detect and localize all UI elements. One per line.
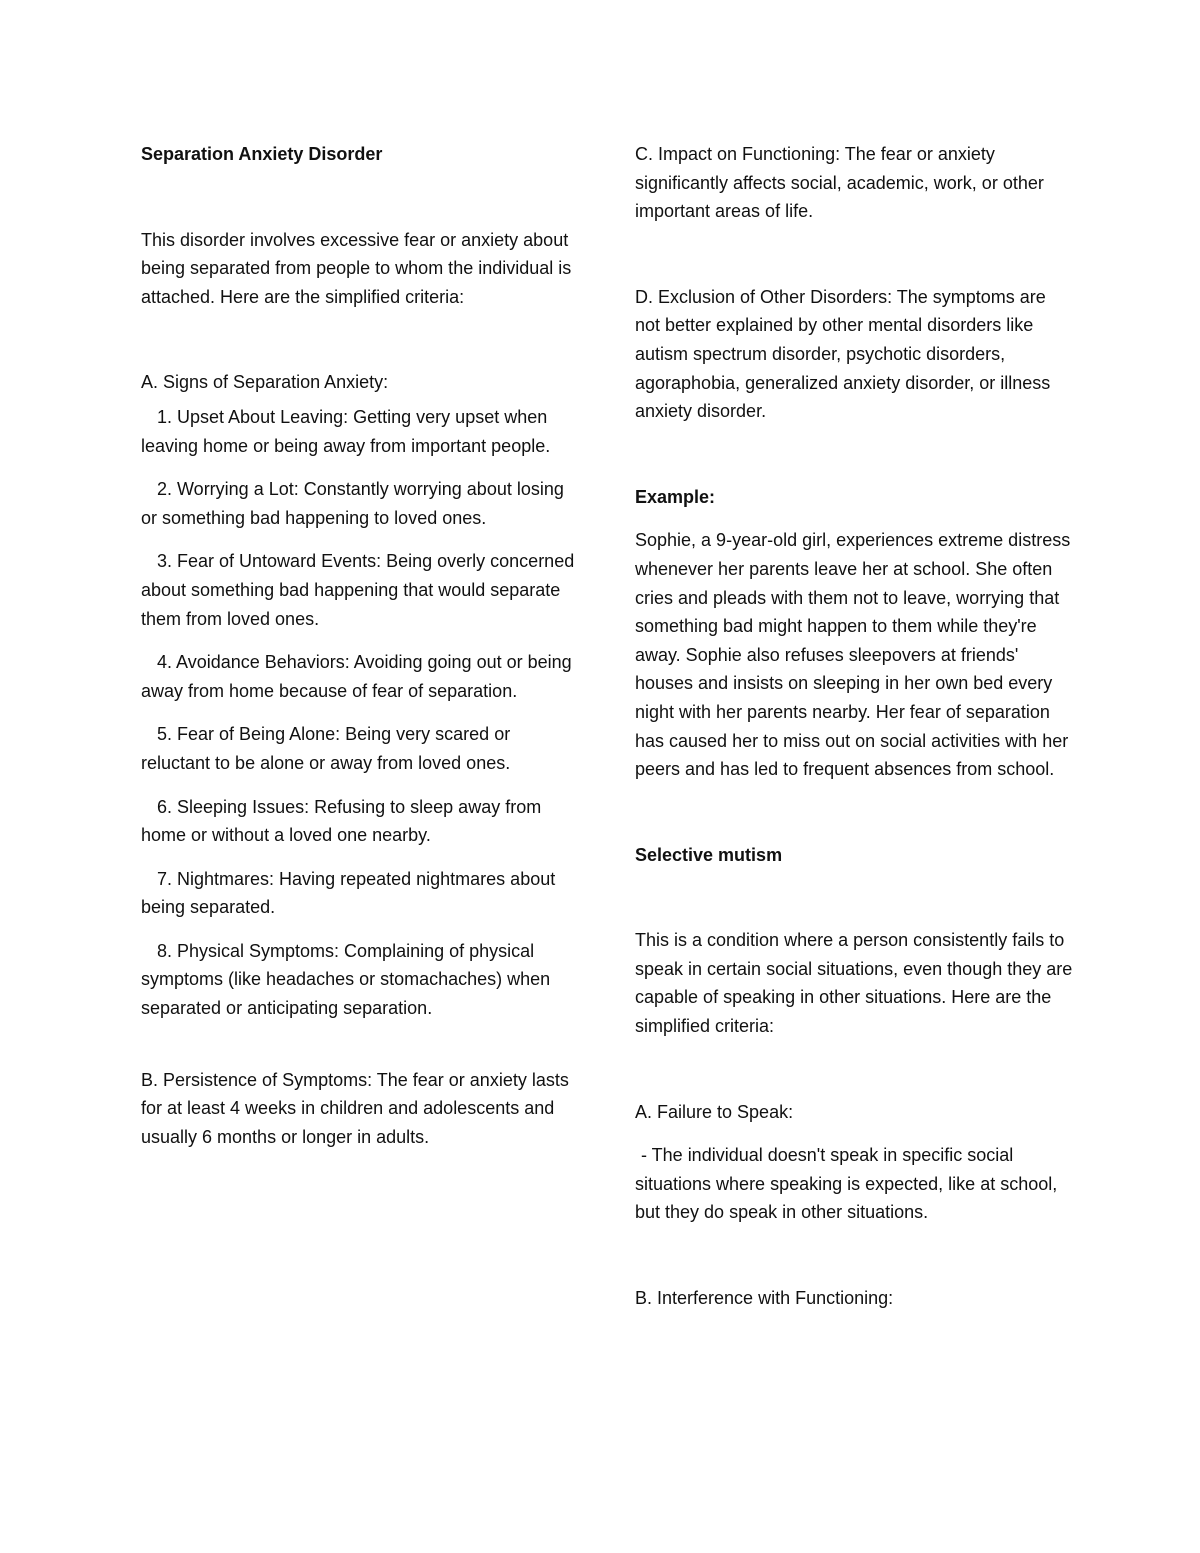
- list-item: 3. Fear of Untoward Events: Being overly concerned about something bad happening that would separate them from loved ones.: [141, 551, 575, 629]
- list-item: 4. Avoidance Behaviors: Avoiding going out or being away from home because of fear of separation.: [141, 652, 572, 701]
- intro-paragraph: This disorder involves excessive fear or anxiety about being separated from people to whom the individual is attached. Here are the simplified criteria:: [141, 229, 572, 307]
- example-heading: Example:: [635, 486, 716, 507]
- section-c-paragraph: C. Impact on Functioning: The fear or anxiety significantly affects social, academic, work, or other important areas of life.: [635, 144, 1044, 222]
- mutism-b-heading: B. Interference with Functioning:: [635, 1288, 894, 1309]
- list-item: 1. Upset About Leaving: Getting very upset when leaving home or being away from important people.: [141, 406, 551, 456]
- mutism-a-heading: A. Failure to Speak:: [635, 1101, 794, 1122]
- list-item: 7. Nightmares: Having repeated nightmares about being separated.: [141, 868, 556, 918]
- section-b-paragraph: B. Persistence of Symptoms: The fear or anxiety lasts for at least 4 weeks in children and adolescents and usually 6 months or longer in adults.: [141, 1069, 569, 1147]
- list-item: 2. Worrying a Lot: Constantly worrying about losing or something bad happening to loved ones.: [141, 479, 564, 528]
- mutism-intro-paragraph: This is a condition where a person consistently fails to speak in certain social situations, even though they are capable of speaking in other situations. Here are the simplified criteria:: [635, 930, 1073, 1037]
- right-column: [635, 140, 1075, 1313]
- list-item: 6. Sleeping Issues: Refusing to sleep away from home or without a loved one nearby.: [141, 796, 542, 846]
- list-item: 8. Physical Symptoms: Complaining of physical symptoms (like headaches or stomachaches) when separated or anticipating separation.: [141, 940, 551, 1019]
- page-title: Separation Anxiety Disorder: [141, 144, 383, 164]
- left-column: [141, 140, 581, 1151]
- section-a-heading: A. Signs of Separation Anxiety:: [141, 372, 389, 393]
- mutism-a-item: - The individual doesn't speak in specific social situations where speaking is expected, like at school, but they do speak in other situations.: [635, 1145, 1058, 1223]
- selective-mutism-title: Selective mutism: [635, 844, 783, 865]
- list-item: 5. Fear of Being Alone: Being very scared or reluctant to be alone or away from loved ones.: [141, 724, 511, 773]
- example-paragraph: Sophie, a 9-year-old girl, experiences extreme distress whenever her parents leave her at school. She often cries and pleads with them not to leave, worrying that something bad might happen to them while they're away. Sophie also refuses sleepovers at friends' houses and insists on sleeping in her own bed every night with her parents nearby. Her fear of separation has caused her to miss out on social activities with her peers and has led to frequent absences from school.: [635, 530, 1071, 780]
- section-d-paragraph: D. Exclusion of Other Disorders: The symptoms are not better explained by other mental disorders like autism spectrum disorder, psychotic disorders, agoraphobia, generalized anxiety disorder, or illness anxiety disorder.: [635, 286, 1051, 422]
